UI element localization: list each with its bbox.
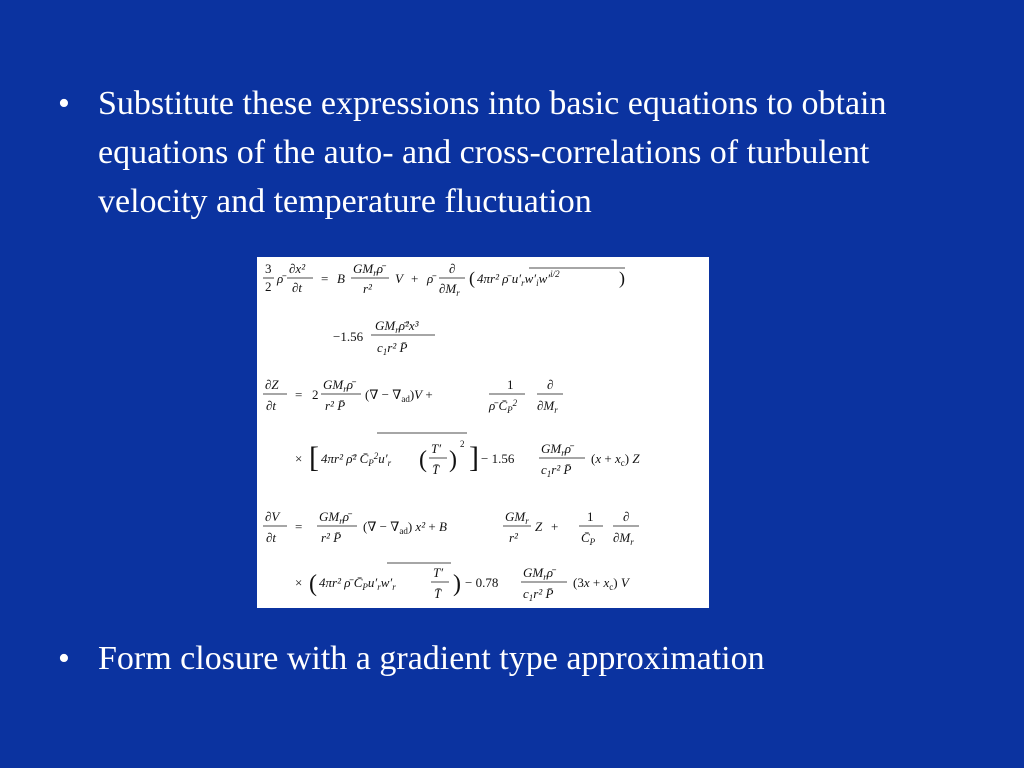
bullet-marker: • bbox=[58, 640, 70, 677]
svg-text:C̄P: $C̄_P$ bbox=[581, 530, 596, 547]
bullet-item-closure bbox=[58, 634, 978, 683]
svg-text:): ) bbox=[619, 268, 625, 288]
equation-2 bbox=[263, 377, 640, 479]
svg-text:V: V bbox=[395, 271, 403, 286]
svg-text:−1.56: −1.56 bbox=[333, 329, 364, 344]
svg-text:c1r² P̄: $c_1r^2$ P̄ bbox=[377, 340, 408, 357]
svg-text:+: + bbox=[551, 519, 559, 534]
svg-text:∂V: ∂V bbox=[265, 509, 280, 524]
svg-text:r² P̄: r² P̄ bbox=[321, 530, 342, 545]
svg-text:): ) bbox=[453, 571, 461, 597]
svg-text:GMrρ̄: $GM_r\rhō$ bbox=[541, 441, 571, 458]
svg-text:(: ( bbox=[419, 447, 427, 473]
svg-text:∂Mr: $\partial M_r$ bbox=[537, 398, 558, 415]
svg-text:r²: r² bbox=[509, 530, 518, 545]
svg-text:): ) bbox=[449, 447, 457, 473]
svg-text:GMrρ̄: $GM_r\rhō$ bbox=[319, 509, 349, 526]
svg-text:c1r² P̄: $c_1r^2$ P̄ bbox=[541, 462, 572, 479]
svg-text:− 0.78: − 0.78 bbox=[465, 575, 499, 590]
svg-text:Z: Z bbox=[535, 519, 543, 534]
svg-text:∂Z: ∂Z bbox=[265, 377, 279, 392]
svg-text:×: × bbox=[295, 575, 303, 590]
svg-text:×: × bbox=[295, 451, 303, 466]
svg-text:(: ( bbox=[309, 571, 317, 597]
svg-text:1: 1 bbox=[587, 509, 594, 524]
svg-text:+: + bbox=[411, 271, 419, 286]
svg-text:4πr² ρ̄ C̄Pu′rw′r: 4πr² ρ̄ $C̄_Pu'_rw'_r$ bbox=[319, 575, 396, 592]
svg-text:2: 2 bbox=[460, 439, 465, 449]
svg-text:4πr² ρ̄² C̄P2u′r: 4πr² ρ̄² $C̄_P^2u'_r$ bbox=[321, 451, 392, 468]
svg-text:(x + xc) Z: $(x + x_c)$ Z bbox=[591, 451, 640, 468]
equation-3 bbox=[263, 509, 639, 603]
svg-text:4πr² ρ̄ u′rw′iw′i/2: 4πr² ρ̄ $u'_rw'_iw'^{i/2}$ bbox=[477, 269, 560, 288]
svg-text:∂t: ∂t bbox=[266, 398, 277, 413]
svg-text:∂t: ∂t bbox=[292, 280, 303, 295]
svg-text:B: B bbox=[337, 271, 345, 286]
svg-text:T′: T′ bbox=[433, 565, 444, 580]
svg-text:=: = bbox=[321, 271, 329, 286]
svg-text:3: 3 bbox=[265, 261, 272, 276]
svg-text:(∇ − ∇ad)V +: (∇ − $\nabla_{ad})V$ + bbox=[365, 387, 433, 404]
svg-text:=: = bbox=[295, 387, 303, 402]
equations-image bbox=[257, 257, 709, 608]
equations-figure bbox=[257, 257, 709, 608]
svg-text:GMrρ̄: $GM_r\rhō$ bbox=[353, 261, 383, 278]
svg-text:2: 2 bbox=[312, 387, 319, 402]
bullet-text: Form closure with a gradient type approximation bbox=[98, 640, 765, 677]
svg-text:∂t: ∂t bbox=[266, 530, 277, 545]
bullet-text: Substitute these expressions into basic equations to obtain equations of the auto- and cross-correlations of turbulent velocity and temperature fluctuation bbox=[98, 85, 887, 220]
svg-text:ρ̄: ρ̄ bbox=[427, 271, 434, 286]
svg-text:GMrρ̄: $GM_r\rhō$ bbox=[523, 565, 553, 582]
bullet-item-substitute bbox=[58, 79, 978, 226]
svg-text:T̄: T̄ bbox=[434, 586, 442, 601]
svg-text:2: 2 bbox=[265, 279, 272, 294]
svg-text:∂x²: ∂x² bbox=[289, 261, 306, 276]
bullet-marker: • bbox=[58, 85, 70, 122]
svg-text:]: ] bbox=[469, 441, 479, 474]
svg-text:GMrρ̄: $GM_r\rhō$ bbox=[323, 377, 353, 394]
svg-text:=: = bbox=[295, 519, 303, 534]
svg-text:∂Mr: $\partial M_r$ bbox=[613, 530, 634, 547]
svg-text:∂: ∂ bbox=[449, 261, 456, 276]
svg-text:GMrρ̄²x³: $GM_r\rhō^2x^3$ bbox=[375, 318, 419, 335]
svg-text:ρ̄: ρ̄ bbox=[277, 271, 284, 286]
svg-text:r² P̄: r² P̄ bbox=[325, 398, 346, 413]
svg-text:− 1.56: − 1.56 bbox=[481, 451, 515, 466]
svg-text:(3x + xc) V: $(3x + x_c)$ V bbox=[573, 575, 629, 592]
svg-text:GMr: $GM_r$ bbox=[505, 509, 529, 526]
svg-text:r²: r² bbox=[363, 281, 372, 296]
svg-text:[: [ bbox=[309, 441, 319, 474]
svg-text:1: 1 bbox=[507, 377, 514, 392]
svg-text:T′: T′ bbox=[431, 441, 442, 456]
svg-text:T̄: T̄ bbox=[432, 462, 440, 477]
svg-text:ρ̄ C̄P2: ρ̄ $C̄_P^2$ bbox=[489, 398, 518, 415]
svg-text:∂Mr: $\partial M_r$ bbox=[439, 281, 460, 298]
svg-text:(∇ − ∇ad) x² + B: (∇ − $\nabla_{ad}$) x² + B bbox=[363, 519, 447, 536]
svg-text:(: ( bbox=[469, 268, 475, 288]
svg-text:∂: ∂ bbox=[623, 509, 630, 524]
equation-1 bbox=[263, 261, 625, 357]
svg-text:c1r² P̄: $c_1r^2$ P̄ bbox=[523, 586, 554, 603]
svg-text:∂: ∂ bbox=[547, 377, 554, 392]
